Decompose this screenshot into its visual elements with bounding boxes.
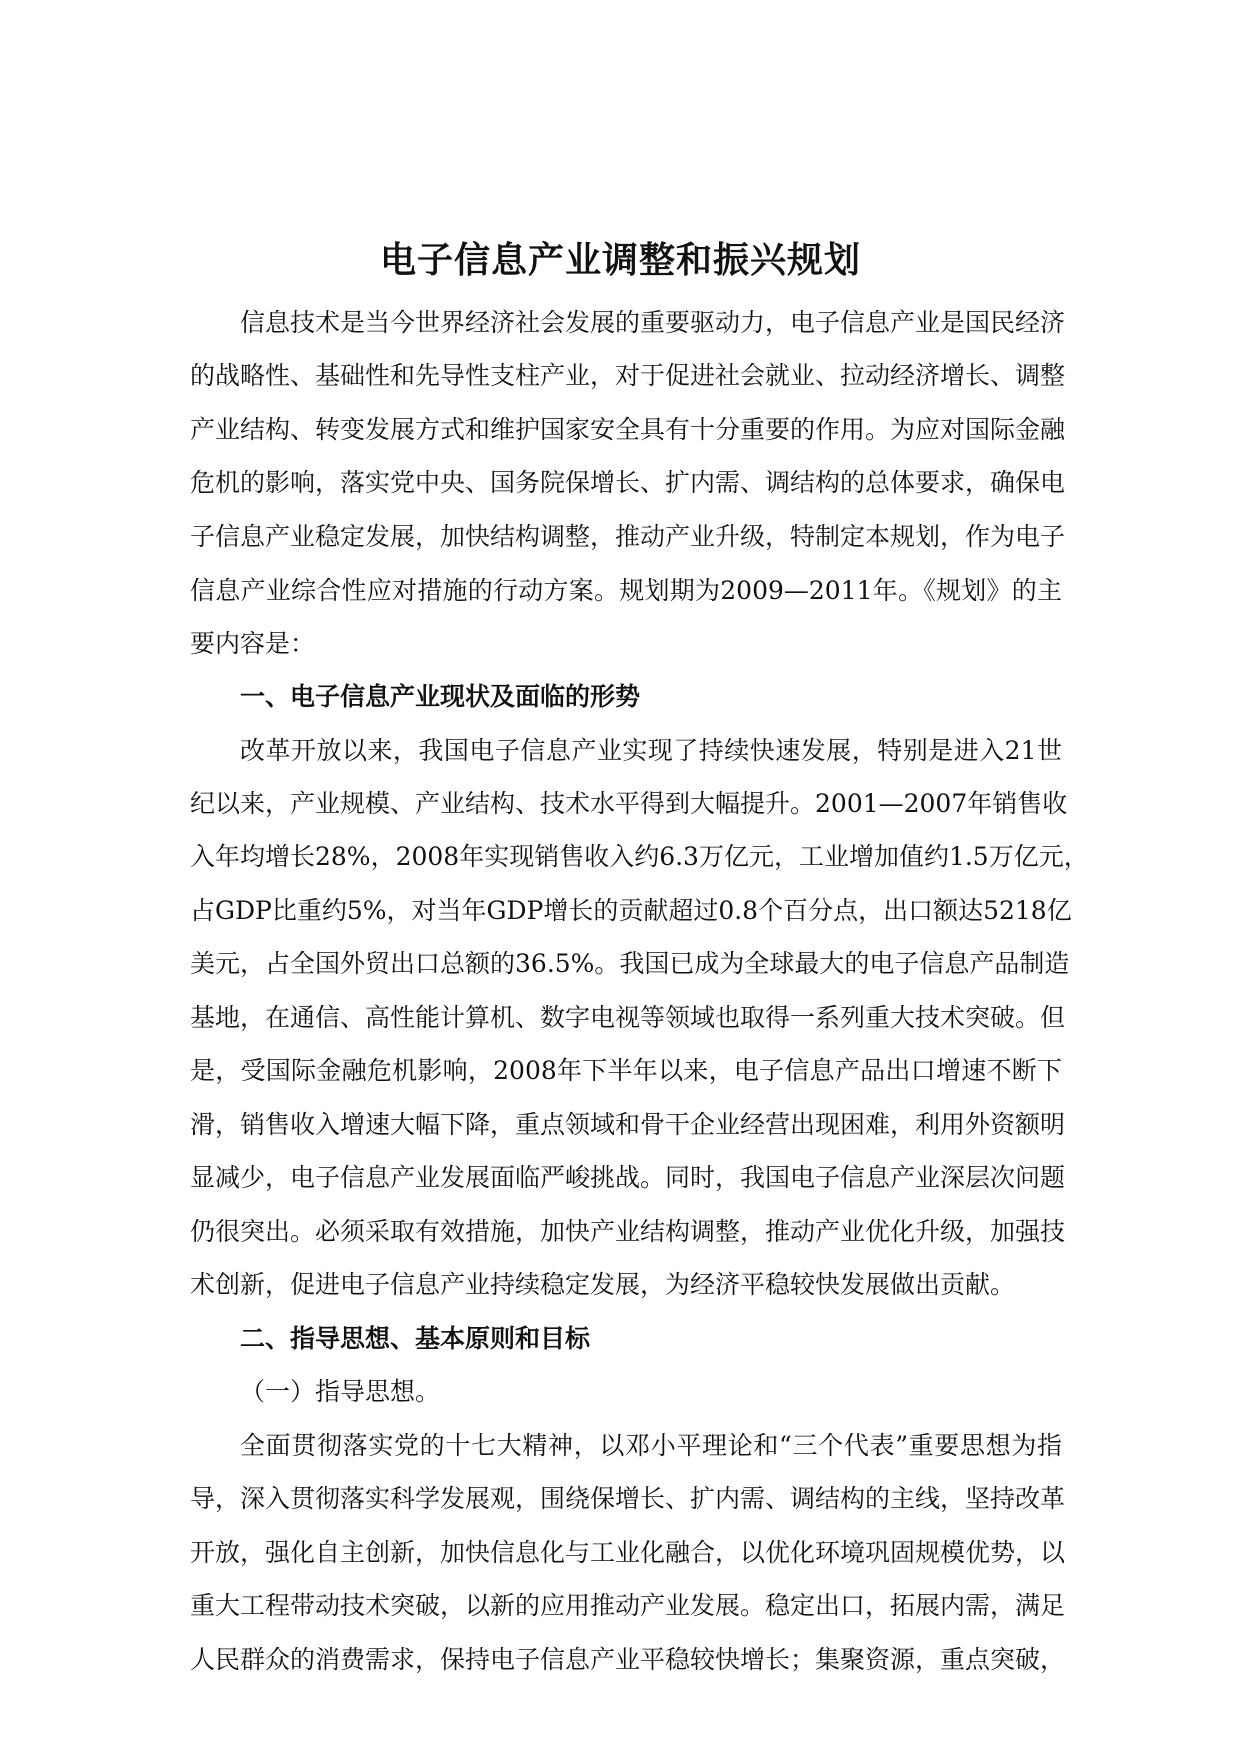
body-line: 的战略性、基础性和先导性支柱产业，对于促进社会就业、拉动经济增长、调整 xyxy=(190,361,1066,390)
body-line: 术创新，促进电子信息产业持续稳定发展，为经济平稳较快发展做出贡献。 xyxy=(190,1270,1016,1299)
body-line: 人民群众的消费需求，保持电子信息产业平稳较快增长；集聚资源，重点突破， xyxy=(190,1645,1066,1674)
section-heading-2: 二、指导思想、基本原则和目标 xyxy=(240,1324,591,1353)
body-line: 基地，在通信、高性能计算机、数字电视等领域也取得一系列重大技术突破。但 xyxy=(190,1003,1066,1032)
body-line: 仍很突出。必须采取有效措施，加快产业结构调整，推动产业优化升级，加强技 xyxy=(190,1217,1066,1246)
body-line: 全面贯彻落实党的十七大精神，以邓小平理论和“三个代表”重要思想为指 xyxy=(240,1431,1062,1460)
document-title: 电子信息产业调整和振兴规划 xyxy=(379,240,861,281)
body-line: 危机的影响，落实党中央、国务院保增长、扩内需、调结构的总体要求，确保电 xyxy=(190,468,1066,497)
body-line: 重大工程带动技术突破，以新的应用推动产业发展。稳定出口，拓展内需，满足 xyxy=(190,1591,1066,1620)
body-line: 滑，销售收入增速大幅下降，重点领域和骨干企业经营出现困难，利用外资额明 xyxy=(190,1110,1066,1139)
body-line: 占GDP比重约5%，对当年GDP增长的贡献超过0.8个百分点，出口额达5218亿 xyxy=(190,896,1072,925)
body-line: 信息产业综合性应对措施的行动方案。规划期为2009—2011年。《规划》的主 xyxy=(190,576,1062,605)
section-heading-1: 一、电子信息产业现状及面临的形势 xyxy=(240,682,641,711)
body-line: 信息技术是当今世界经济社会发展的重要驱动力，电子信息产业是国民经济 xyxy=(240,308,1066,337)
body-line: 要内容是： xyxy=(190,629,316,658)
body-line: 纪以来，产业规模、产业结构、技术水平得到大幅提升。2001—2007年销售收 xyxy=(190,789,1068,818)
body-line: 子信息产业稳定发展，加快结构调整，推动产业升级，特制定本规划，作为电子 xyxy=(190,522,1066,551)
body-line: 入年均增长28%，2008年实现销售收入约6.3万亿元，工业增加值约1.5万亿元， xyxy=(190,842,1089,871)
body-line: 导，深入贯彻落实科学发展观，围绕保增长、扩内需、调结构的主线，坚持改革 xyxy=(190,1484,1066,1513)
body-line: 改革开放以来，我国电子信息产业实现了持续快速发展，特别是进入21世 xyxy=(240,736,1062,765)
body-line: 开放，强化自主创新，加快信息化与工业化融合，以优化环境巩固规模优势，以 xyxy=(190,1538,1066,1567)
body-line: 产业结构、转变发展方式和维护国家安全具有十分重要的作用。为应对国际金融 xyxy=(190,415,1066,444)
body-line: 美元，占全国外贸出口总额的36.5%。我国已成为全球最大的电子信息产品制造 xyxy=(190,949,1070,978)
body-line: 显减少，电子信息产业发展面临严峻挑战。同时，我国电子信息产业深层次问题 xyxy=(190,1163,1066,1192)
subsection-heading: （一）指导思想。 xyxy=(240,1377,441,1406)
body-line: 是，受国际金融危机影响，2008年下半年以来，电子信息产品出口增速不断下 xyxy=(190,1056,1062,1085)
